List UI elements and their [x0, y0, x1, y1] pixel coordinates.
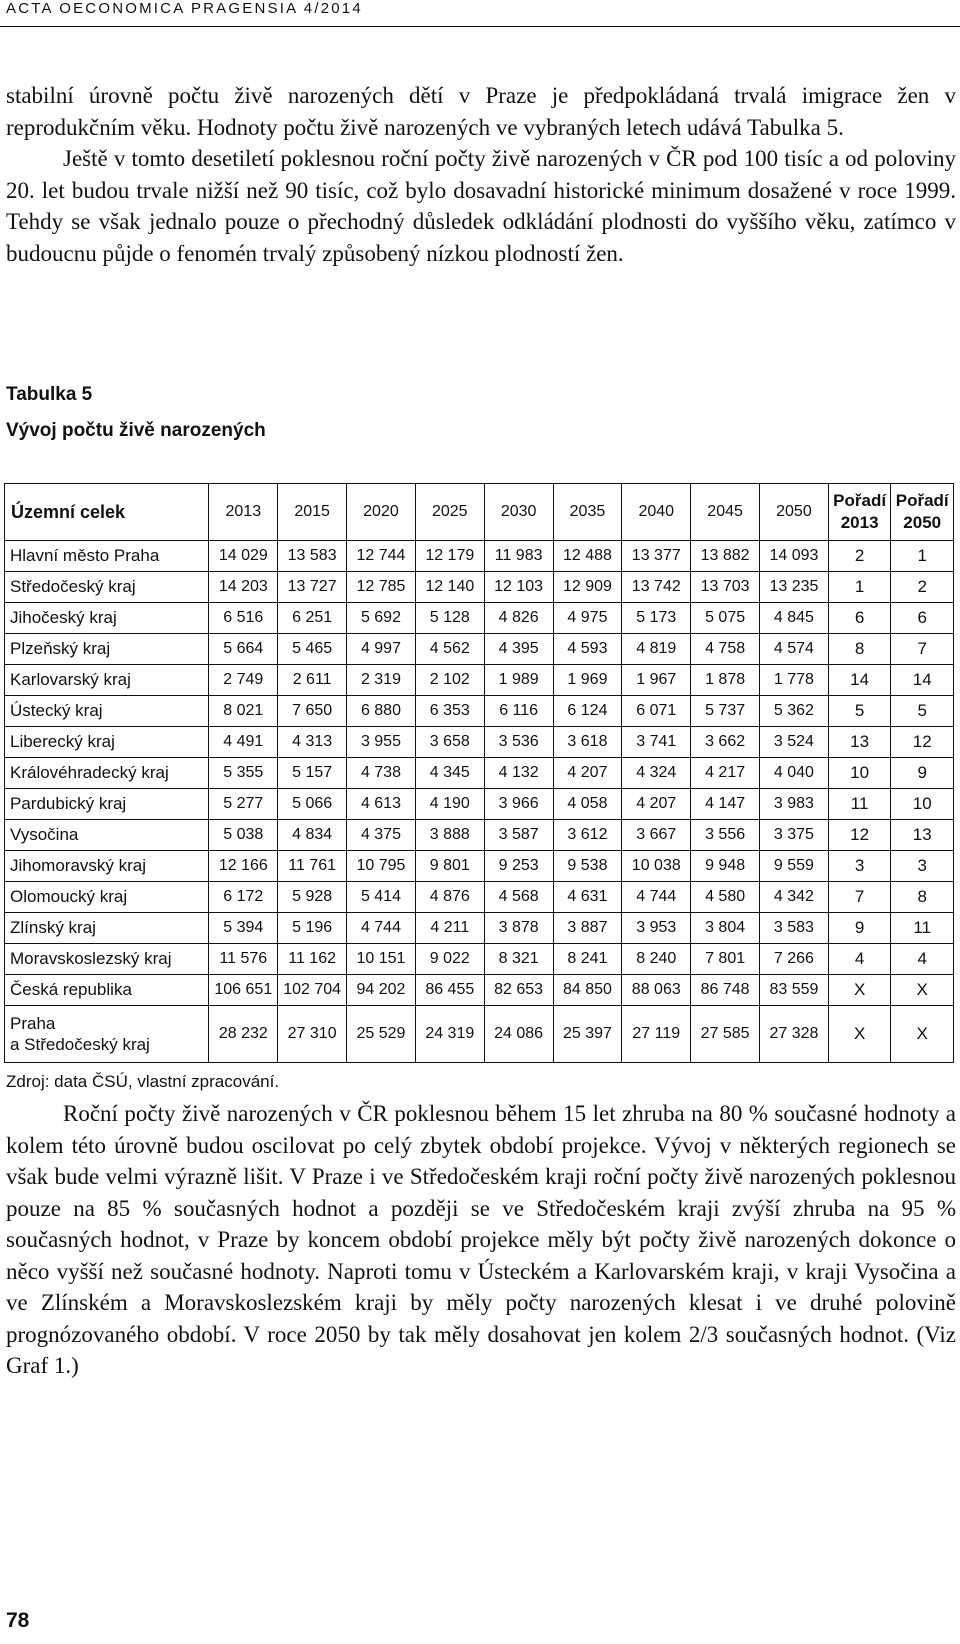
rank-cell: 9	[828, 913, 891, 944]
header-rank-2013: Pořadí 2013	[828, 484, 891, 541]
region-cell: Karlovarský kraj	[5, 665, 209, 696]
value-cell: 3 953	[622, 913, 691, 944]
header-year: 2013	[209, 484, 278, 541]
header-year: 2015	[278, 484, 347, 541]
value-cell: 2 611	[278, 665, 347, 696]
rank-cell: 7	[828, 882, 891, 913]
value-cell: 6 172	[209, 882, 278, 913]
value-cell: 3 583	[760, 913, 829, 944]
value-cell: 4 491	[209, 727, 278, 758]
value-cell: 6 251	[278, 603, 347, 634]
header-rule	[0, 26, 960, 27]
region-cell: Liberecký kraj	[5, 727, 209, 758]
value-cell: 5 394	[209, 913, 278, 944]
rank-cell: 10	[891, 789, 954, 820]
value-cell: 3 536	[484, 727, 553, 758]
value-cell: 3 375	[760, 820, 829, 851]
value-cell: 86 748	[691, 975, 760, 1006]
table-row	[5, 913, 954, 944]
header-year: 2045	[691, 484, 760, 541]
value-cell: 5 362	[760, 696, 829, 727]
value-cell: 84 850	[553, 975, 622, 1006]
value-cell: 5 692	[347, 603, 416, 634]
value-cell: 4 324	[622, 758, 691, 789]
value-cell: 12 140	[415, 572, 484, 603]
value-cell: 3 658	[415, 727, 484, 758]
value-cell: 12 103	[484, 572, 553, 603]
value-cell: 27 585	[691, 1006, 760, 1063]
value-cell: 10 038	[622, 851, 691, 882]
value-cell: 13 377	[622, 541, 691, 572]
region-cell: Pardubický kraj	[5, 789, 209, 820]
value-cell: 27 119	[622, 1006, 691, 1063]
value-cell: 4 313	[278, 727, 347, 758]
value-cell: 11 761	[278, 851, 347, 882]
value-cell: 4 975	[553, 603, 622, 634]
value-cell: 14 093	[760, 541, 829, 572]
region-cell: Jihomoravský kraj	[5, 851, 209, 882]
value-cell: 9 948	[691, 851, 760, 882]
header-rank-2050: Pořadí 2050	[891, 484, 954, 541]
table-row	[5, 820, 954, 851]
region-line: a Středočeský kraj	[10, 1035, 150, 1054]
value-cell: 3 556	[691, 820, 760, 851]
value-cell: 7 650	[278, 696, 347, 727]
value-cell: 7 801	[691, 944, 760, 975]
region-cell: Královéhradecký kraj	[5, 758, 209, 789]
value-cell: 3 618	[553, 727, 622, 758]
value-cell: 6 880	[347, 696, 416, 727]
value-cell: 4 217	[691, 758, 760, 789]
region-cell: Jihočeský kraj	[5, 603, 209, 634]
value-cell: 5 196	[278, 913, 347, 944]
value-cell: 2 319	[347, 665, 416, 696]
value-cell: 2 102	[415, 665, 484, 696]
value-cell: 4 375	[347, 820, 416, 851]
value-cell: 4 997	[347, 634, 416, 665]
value-cell: 27 310	[278, 1006, 347, 1063]
value-cell: 9 801	[415, 851, 484, 882]
value-cell: 9 538	[553, 851, 622, 882]
value-cell: 4 040	[760, 758, 829, 789]
table-row	[5, 789, 954, 820]
value-cell: 12 179	[415, 541, 484, 572]
value-cell: 13 235	[760, 572, 829, 603]
value-cell: 11 576	[209, 944, 278, 975]
header-region: Územní celek	[5, 484, 209, 541]
value-cell: 1 967	[622, 665, 691, 696]
rank-cell: 5	[891, 696, 954, 727]
table-row	[5, 572, 954, 603]
rank-cell: 12	[891, 727, 954, 758]
region-cell: Hlavní město Praha	[5, 541, 209, 572]
value-cell: 6 516	[209, 603, 278, 634]
rank-cell: 8	[828, 634, 891, 665]
value-cell: 13 703	[691, 572, 760, 603]
value-cell: 13 727	[278, 572, 347, 603]
value-cell: 4 211	[415, 913, 484, 944]
value-cell: 5 664	[209, 634, 278, 665]
region-cell: Plzeňský kraj	[5, 634, 209, 665]
value-cell: 4 876	[415, 882, 484, 913]
value-cell: 4 342	[760, 882, 829, 913]
value-cell: 3 741	[622, 727, 691, 758]
rank-cell: 9	[891, 758, 954, 789]
rank-cell: 5	[828, 696, 891, 727]
value-cell: 13 742	[622, 572, 691, 603]
value-cell: 11 162	[278, 944, 347, 975]
value-cell: 24 319	[415, 1006, 484, 1063]
value-cell: 5 737	[691, 696, 760, 727]
value-cell: 3 966	[484, 789, 553, 820]
value-cell: 3 667	[622, 820, 691, 851]
region-cell	[5, 1006, 209, 1063]
header-year: 2040	[622, 484, 691, 541]
value-cell: 1 778	[760, 665, 829, 696]
table-row	[5, 975, 954, 1006]
value-cell: 7 266	[760, 944, 829, 975]
table-row	[5, 634, 954, 665]
table-row	[5, 727, 954, 758]
table-row	[5, 944, 954, 975]
value-cell: 3 612	[553, 820, 622, 851]
value-cell: 83 559	[760, 975, 829, 1006]
value-cell: 4 738	[347, 758, 416, 789]
value-cell: 12 909	[553, 572, 622, 603]
value-cell: 4 562	[415, 634, 484, 665]
region-cell: Středočeský kraj	[5, 572, 209, 603]
value-cell: 13 882	[691, 541, 760, 572]
rank-cell: X	[828, 975, 891, 1006]
header-year: 2035	[553, 484, 622, 541]
value-cell: 12 488	[553, 541, 622, 572]
region-cell: Česká republika	[5, 975, 209, 1006]
value-cell: 4 190	[415, 789, 484, 820]
header-year: 2025	[415, 484, 484, 541]
journal-title: ACTA OECONOMICA PRAGENSIA 4/2014	[6, 0, 363, 17]
value-cell: 6 116	[484, 696, 553, 727]
value-cell: 14 029	[209, 541, 278, 572]
rank-cell: 14	[891, 665, 954, 696]
paragraph-2: Ještě v tomto desetiletí poklesnou roční počty živě narozených v ČR pod 100 tisíc a od poloviny 20. let budou trvale nižší než 90 tisíc, což bylo dosavadní historické minimum dosažené v roce 1999. Tehdy se však jednalo pouze o přechodný důsledek odkládání plodnosti do vyššího věku, zatímco v budoucnu půjde o fenomén trvalý způsobený nízkou plodností žen.	[6, 146, 956, 266]
rank-cell: 1	[828, 572, 891, 603]
value-cell: 106 651	[209, 975, 278, 1006]
value-cell: 6 124	[553, 696, 622, 727]
value-cell: 12 785	[347, 572, 416, 603]
value-cell: 4 574	[760, 634, 829, 665]
value-cell: 5 157	[278, 758, 347, 789]
value-cell: 3 524	[760, 727, 829, 758]
body-text-top	[6, 80, 956, 269]
value-cell: 4 593	[553, 634, 622, 665]
value-cell: 5 173	[622, 603, 691, 634]
rank-cell: 3	[891, 851, 954, 882]
table-header-row	[5, 484, 954, 541]
value-cell: 5 075	[691, 603, 760, 634]
value-cell: 3 955	[347, 727, 416, 758]
value-cell: 5 465	[278, 634, 347, 665]
rank-cell: 7	[891, 634, 954, 665]
table-row	[5, 882, 954, 913]
paragraph-3: Roční počty živě narozených v ČR poklesnou během 15 let zhruba na 80 % současné hodnoty a kolem této úrovně budou oscilovat po celý zbytek období projekce. Vývoj v některých regionech se však bude velmi výrazně lišit. V Praze i ve Středočeském kraji roční počty živě narozených poklesnou pouze na 85 % současných hodnot a později se ve Středočeském kraji zvýší zhruba na 95 % současných hodnot, v Praze by koncem období projekce měly být počty živě narozených dokonce o něco vyšší než současné hodnoty. Naproti tomu v Ústeckém a Karlovarském kraji, v kraji Vysočina a ve Zlínském a Moravskoslezském kraji by měly počty narozených klesat i ve druhé polovině prognózovaného období. V roce 2050 by tak měly dosahovat jen kolem 2/3 současných hodnot. (Viz Graf 1.)	[6, 1101, 956, 1378]
table-row	[5, 758, 954, 789]
table-row	[5, 665, 954, 696]
value-cell: 5 928	[278, 882, 347, 913]
journal-header	[0, 0, 960, 31]
rank-cell: 4	[828, 944, 891, 975]
table-row	[5, 1006, 954, 1063]
value-cell: 88 063	[622, 975, 691, 1006]
rank-cell: 6	[891, 603, 954, 634]
value-cell: 102 704	[278, 975, 347, 1006]
value-cell: 9 253	[484, 851, 553, 882]
births-table	[4, 483, 954, 1063]
region-cell: Olomoucký kraj	[5, 882, 209, 913]
value-cell: 9 022	[415, 944, 484, 975]
value-cell: 28 232	[209, 1006, 278, 1063]
rank-cell: 14	[828, 665, 891, 696]
value-cell: 94 202	[347, 975, 416, 1006]
value-cell: 25 397	[553, 1006, 622, 1063]
value-cell: 4 395	[484, 634, 553, 665]
header-year: 2030	[484, 484, 553, 541]
value-cell: 6 353	[415, 696, 484, 727]
value-cell: 5 066	[278, 789, 347, 820]
value-cell: 2 749	[209, 665, 278, 696]
rank-cell: X	[891, 975, 954, 1006]
rank-cell: 4	[891, 944, 954, 975]
value-cell: 3 878	[484, 913, 553, 944]
value-cell: 3 804	[691, 913, 760, 944]
region-cell: Zlínský kraj	[5, 913, 209, 944]
table-label: Tabulka 5	[6, 384, 93, 405]
paragraph-1: stabilní úrovně počtu živě narozených dětí v Praze je předpokládaná trvalá imigrace žen v reprodukčním věku. Hodnoty počtu živě narozených ve vybraných letech udává Tabulka 5.	[6, 83, 956, 140]
rank-cell: 13	[891, 820, 954, 851]
value-cell: 10 795	[347, 851, 416, 882]
value-cell: 4 834	[278, 820, 347, 851]
region-line: Praha	[10, 1014, 56, 1033]
region-cell: Ústecký kraj	[5, 696, 209, 727]
value-cell: 25 529	[347, 1006, 416, 1063]
value-cell: 5 128	[415, 603, 484, 634]
value-cell: 3 983	[760, 789, 829, 820]
value-cell: 4 058	[553, 789, 622, 820]
value-cell: 6 071	[622, 696, 691, 727]
value-cell: 4 758	[691, 634, 760, 665]
value-cell: 3 888	[415, 820, 484, 851]
table-row	[5, 541, 954, 572]
table-title: Vývoj počtu živě narozených	[6, 420, 266, 441]
table-source: Zdroj: data ČSÚ, vlastní zpracování.	[6, 1072, 280, 1091]
value-cell: 8 240	[622, 944, 691, 975]
value-cell: 4 580	[691, 882, 760, 913]
rank-cell: 8	[891, 882, 954, 913]
table-row	[5, 603, 954, 634]
table-body	[5, 541, 954, 1063]
value-cell: 3 662	[691, 727, 760, 758]
rank-cell: X	[828, 1006, 891, 1063]
value-cell: 13 583	[278, 541, 347, 572]
region-cell: Moravskoslezský kraj	[5, 944, 209, 975]
rank-cell: 10	[828, 758, 891, 789]
value-cell: 1 878	[691, 665, 760, 696]
value-cell: 5 038	[209, 820, 278, 851]
value-cell: 4 826	[484, 603, 553, 634]
value-cell: 10 151	[347, 944, 416, 975]
rank-cell: 13	[828, 727, 891, 758]
value-cell: 5 277	[209, 789, 278, 820]
value-cell: 4 132	[484, 758, 553, 789]
value-cell: 4 147	[691, 789, 760, 820]
value-cell: 3 887	[553, 913, 622, 944]
value-cell: 11 983	[484, 541, 553, 572]
rank-cell: 2	[828, 541, 891, 572]
value-cell: 4 568	[484, 882, 553, 913]
rank-cell: 2	[891, 572, 954, 603]
value-cell: 4 631	[553, 882, 622, 913]
region-cell: Vysočina	[5, 820, 209, 851]
rank-cell: 6	[828, 603, 891, 634]
value-cell: 4 819	[622, 634, 691, 665]
value-cell: 8 241	[553, 944, 622, 975]
value-cell: 1 989	[484, 665, 553, 696]
rank-cell: X	[891, 1006, 954, 1063]
value-cell: 4 744	[347, 913, 416, 944]
value-cell: 5 414	[347, 882, 416, 913]
value-cell: 12 166	[209, 851, 278, 882]
rank-cell: 1	[891, 541, 954, 572]
rank-cell: 11	[891, 913, 954, 944]
page-number: 78	[6, 1609, 30, 1632]
value-cell: 4 207	[622, 789, 691, 820]
header-year: 2020	[347, 484, 416, 541]
value-cell: 4 845	[760, 603, 829, 634]
value-cell: 24 086	[484, 1006, 553, 1063]
value-cell: 14 203	[209, 572, 278, 603]
value-cell: 27 328	[760, 1006, 829, 1063]
header-year: 2050	[760, 484, 829, 541]
value-cell: 12 744	[347, 541, 416, 572]
value-cell: 8 321	[484, 944, 553, 975]
rank-cell: 11	[828, 789, 891, 820]
value-cell: 3 587	[484, 820, 553, 851]
table-row	[5, 851, 954, 882]
value-cell: 1 969	[553, 665, 622, 696]
value-cell: 4 207	[553, 758, 622, 789]
value-cell: 8 021	[209, 696, 278, 727]
value-cell: 4 613	[347, 789, 416, 820]
value-cell: 5 355	[209, 758, 278, 789]
table-row	[5, 696, 954, 727]
value-cell: 4 744	[622, 882, 691, 913]
value-cell: 86 455	[415, 975, 484, 1006]
body-text-bottom	[6, 1098, 956, 1382]
value-cell: 9 559	[760, 851, 829, 882]
value-cell: 4 345	[415, 758, 484, 789]
value-cell: 82 653	[484, 975, 553, 1006]
rank-cell: 12	[828, 820, 891, 851]
rank-cell: 3	[828, 851, 891, 882]
